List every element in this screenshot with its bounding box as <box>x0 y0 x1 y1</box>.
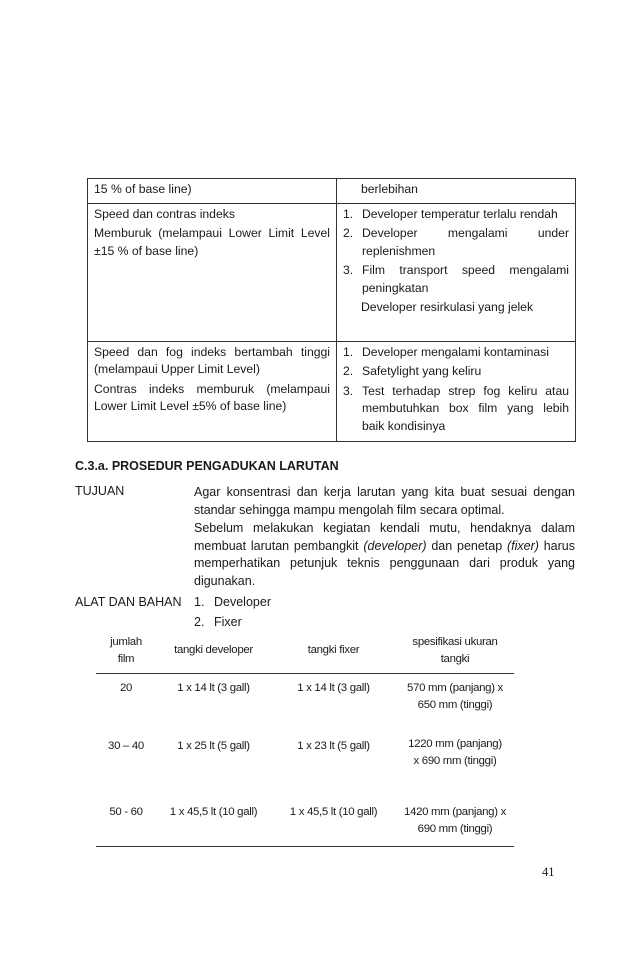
list-item: 2. Fixer <box>194 615 242 629</box>
table-cell: 1220 mm (panjang) x 690 mm (tinggi) <box>408 738 502 767</box>
list-item: 1. Developer temperatur terlalu rendah <box>343 206 558 221</box>
table-cell: 20 <box>119 681 133 694</box>
alat-list <box>194 592 271 632</box>
table-cell: 1 x 14 lt (3 gall) <box>297 681 370 694</box>
table-cell: 50 - 60 <box>96 803 156 846</box>
cell-text: Developer resirkulasi yang jelek <box>361 300 534 314</box>
table-cell: 15 % of base line) <box>88 179 337 204</box>
table-row <box>96 730 514 803</box>
cell-text: Memburuk (melampaui Lower Limit Level ±15 % of base line) <box>94 226 330 258</box>
table-cell: 1420 mm (panjang) x 690 mm (tinggi) <box>396 803 514 846</box>
tujuan-paragraph-2: Sebelum melakukan kegiatan kendali mutu, hendaknya dalam membuat larutan pembangkit (developer) dan penetap (fixer) harus memperhatikan petunjuk teknis penggunaan dari produk yang digunakan. <box>194 521 575 588</box>
table-cell <box>337 203 576 341</box>
cell-text: Speed dan fog indeks bertambah tinggi (melampaui Upper Limit Level) <box>94 344 330 376</box>
tujuan-paragraph-1: Agar konsentrasi dan kerja larutan yang kita buat sesuai dengan standar sehingga mampu mengolah film secara optimal. <box>194 485 575 517</box>
table-cell <box>88 341 337 442</box>
quality-control-table <box>87 178 576 442</box>
table-cell: 1 x 45,5 lt (10 gall) <box>156 803 271 846</box>
table-row <box>96 803 514 846</box>
cell-text: Contras indeks memburuk (melampaui Lower Limit Level ±5% of base line) <box>94 381 330 413</box>
cell-text: Speed dan contras indeks <box>94 206 235 221</box>
column-header: tangki fixer <box>271 629 396 673</box>
table-cell: 1 x 23 lt (5 gall) <box>297 740 370 752</box>
column-header: spesifikasi ukuran tangki <box>396 629 514 673</box>
table-row <box>88 203 576 341</box>
list-item: 3. Film transport speed mengalami peningkatan <box>343 263 569 295</box>
table-cell <box>337 341 576 442</box>
cause-list <box>343 206 569 298</box>
table-header-row <box>96 629 514 673</box>
cell-text: berlebihan <box>361 182 418 196</box>
table-row <box>88 341 576 442</box>
table-cell: 1 x 45,5 lt (10 gall) <box>271 803 396 846</box>
list-item: 1. Developer mengalami kontaminasi <box>343 344 549 359</box>
table-cell <box>88 203 337 341</box>
section-heading: C.3.a. PROSEDUR PENGADUKAN LARUTAN <box>75 459 339 473</box>
cause-list <box>343 344 569 436</box>
list-item: 2. Safetylight yang keliru <box>343 364 482 378</box>
table-row <box>96 673 514 730</box>
table-cell <box>337 179 576 204</box>
table-cell: 570 mm (panjang) x 650 mm (tinggi) <box>407 681 503 711</box>
table-cell: 1 x 25 lt (5 gall) <box>177 740 250 752</box>
list-item: 2. Developer mengalami under replenishmen <box>343 226 569 258</box>
table-cell: 1 x 14 lt (3 gall) <box>177 681 250 694</box>
tank-spec-table <box>96 629 514 847</box>
page-number: 41 <box>542 865 555 879</box>
table-row <box>88 179 576 204</box>
alat-label: ALAT DAN BAHAN <box>75 595 182 609</box>
column-header: jumlah film <box>96 629 156 673</box>
list-item: 1. Developer <box>194 595 271 609</box>
table-cell: 30 – 40 <box>108 740 144 752</box>
list-item: 3. Test terhadap strep fog keliru atau membutuhkan box film yang lebih baik kondisinya <box>343 383 569 433</box>
column-header: tangki developer <box>156 629 271 673</box>
tujuan-label: TUJUAN <box>75 484 125 498</box>
